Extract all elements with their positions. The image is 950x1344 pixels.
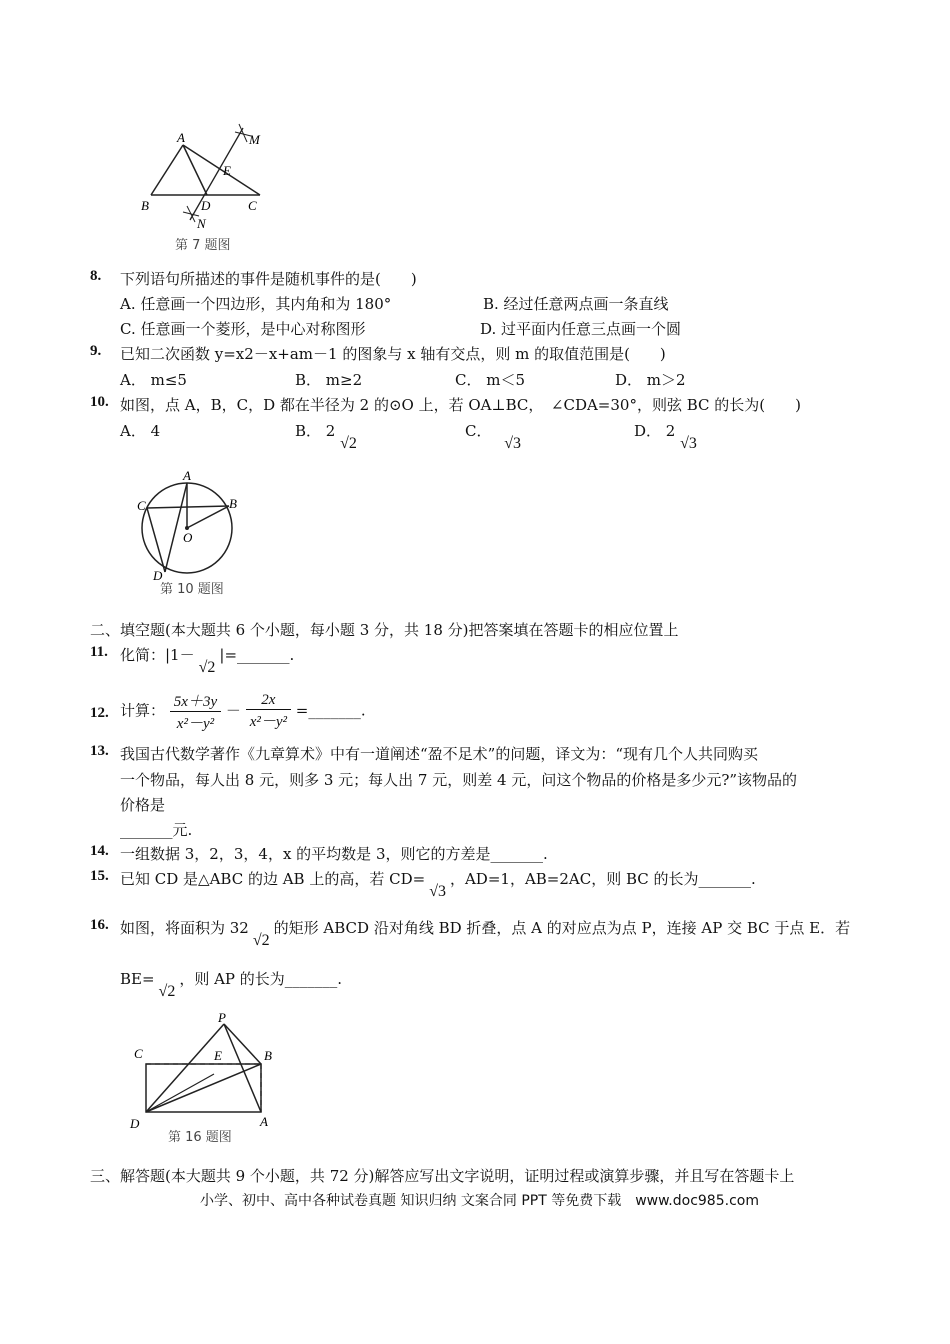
- q10-option-b: [295, 420, 357, 452]
- fig7-label-m: M: [249, 132, 260, 147]
- q12-fraction-1-numerator: 5x＋3y: [170, 690, 221, 712]
- q10-option-d-sqrt: √3: [680, 435, 697, 452]
- q9-stem: 已知二次函数 y=x2－x+am－1 的图象与 x 轴有交点，则 m 的取值范围是( ): [120, 345, 666, 363]
- q15-sqrt: √3: [429, 883, 446, 900]
- q9-number: 9.: [90, 343, 102, 359]
- q11-suffix: |=_______.: [219, 646, 295, 664]
- fig10-label-c: C: [137, 498, 146, 513]
- q13-line-2: 一个物品，每人出 8 元，则多 3 元；每人出 7 元，则差 4 元，问这个物品的价格是多少元?”该物品的: [120, 771, 798, 789]
- figure-10-caption: 第 10 题图: [160, 582, 224, 597]
- q11-sqrt: √2: [198, 659, 216, 676]
- footer-text: 小学、初中、高中各种试卷真题 知识归纳 文案合同 PPT 等免费下载 www.doc985.com: [200, 1193, 759, 1209]
- q16-line-2-sqrt: √2: [158, 983, 176, 1000]
- q10-option-c-sqrt: √3: [504, 435, 522, 452]
- figure-10-diagram: [135, 470, 255, 580]
- q8-option-b: B. 经过任意两点画一条直线: [483, 295, 669, 313]
- q12-prefix: 计算：: [120, 701, 166, 720]
- fig16-label-d: D: [130, 1116, 140, 1130]
- q9-option-d: D． m＞2: [615, 371, 686, 389]
- q8-option-c: C. 任意画一个菱形，是中心对称图形: [120, 320, 366, 338]
- q13-number: 13.: [90, 743, 109, 759]
- q8-option-d: D. 过平面内任意三点画一个圆: [480, 320, 682, 338]
- q9-option-c: C． m＜5: [455, 371, 526, 389]
- q13-line-3: 价格是: [120, 796, 166, 814]
- fig7-label-n: N: [197, 216, 206, 231]
- q12-fraction-2-numerator: 2x: [246, 692, 291, 710]
- fig16-label-a: A: [260, 1114, 268, 1129]
- q16-line-1: [120, 917, 851, 949]
- fig16-label-p: P: [218, 1012, 226, 1025]
- fig10-label-b: B: [229, 496, 237, 511]
- q10-option-c: [465, 420, 522, 452]
- q14-number: 14.: [90, 843, 109, 859]
- q12-stem: [120, 690, 366, 733]
- q10-number: 10.: [90, 394, 109, 410]
- figure-7: [135, 120, 275, 253]
- q10-option-a: A． 4: [120, 422, 161, 440]
- q12-number: 12.: [90, 705, 109, 721]
- fig7-label-d: D: [201, 198, 211, 213]
- figure-10: [135, 470, 255, 600]
- fig10-label-a: A: [183, 470, 191, 483]
- q16-line-2: [120, 968, 343, 1000]
- figure-7-caption: 第 7 题图: [175, 238, 231, 253]
- q10-option-c-prefix: C．: [465, 422, 492, 440]
- q13-line-1: 我国古代数学著作《九章算术》中有一道阐述“盈不足术”的问题，译文为：“现有几个人共同购买: [120, 745, 759, 763]
- fig10-label-d: D: [153, 568, 163, 580]
- figure-16: [128, 1012, 288, 1147]
- q12-minus: －: [225, 701, 241, 720]
- q10-option-b-sqrt: √2: [340, 435, 357, 452]
- q12-suffix: =_______.: [295, 701, 366, 720]
- figure-16-diagram: [128, 1012, 288, 1130]
- q16-prefix: 如图，将面积为 32: [120, 919, 249, 937]
- q8-number: 8.: [90, 268, 102, 284]
- figure-16-caption: 第 16 题图: [168, 1130, 232, 1145]
- q12-fraction-2: [246, 692, 291, 731]
- fig16-label-c: C: [134, 1046, 143, 1061]
- figure-7-diagram: [135, 120, 275, 235]
- q15-prefix: 已知 CD 是△ABC 的边 AB 上的高，若 CD=: [120, 870, 426, 888]
- fig7-label-e: E: [223, 163, 231, 178]
- q11-stem: [120, 644, 295, 676]
- q10-option-d: [634, 420, 697, 452]
- section-3-heading: 三、解答题(本大题共 9 个小题，共 72 分)解答应写出文字说明，证明过程或演算步骤，并且写在答题卡上: [90, 1167, 795, 1185]
- fig7-label-b: B: [141, 198, 149, 213]
- section-2-heading: 二、填空题(本大题共 6 个小题，每小题 3 分，共 18 分)把答案填在答题卡的相应位置上: [90, 621, 679, 639]
- q9-option-b: B． m≥2: [295, 371, 363, 389]
- fig10-label-o: O: [183, 530, 193, 545]
- fig16-label-b: B: [264, 1048, 272, 1063]
- q11-prefix: 化简：|1－: [120, 646, 195, 664]
- q14-stem: 一组数据 3，2，3，4，x 的平均数是 3，则它的方差是_______.: [120, 845, 548, 863]
- q12-fraction-1: [170, 690, 221, 733]
- q16-suffix: 的矩形 ABCD 沿对角线 BD 折叠，点 A 的对应点为点 P，连接 AP 交 BC 于点 E．若: [273, 919, 851, 937]
- q15-suffix: ，AD=1，AB=2AC，则 BC 的长为_______.: [449, 870, 756, 888]
- q12-fraction-2-denominator: x²－y²: [249, 714, 288, 730]
- q16-sqrt: √2: [252, 932, 270, 949]
- q16-number: 16.: [90, 917, 109, 933]
- q8-option-a: A. 任意画一个四边形，其内角和为 180°: [120, 295, 392, 313]
- q11-number: 11.: [90, 644, 108, 660]
- q13-line-4: _______元.: [120, 821, 193, 839]
- q10-option-d-prefix: D． 2: [634, 422, 676, 440]
- q15-number: 15.: [90, 868, 109, 884]
- q12-fraction-1-denominator: x²－y²: [176, 716, 215, 732]
- fig7-label-c: C: [248, 198, 257, 213]
- q16-line-2-prefix: BE=: [120, 970, 155, 988]
- q15-stem: [120, 868, 756, 900]
- q10-option-b-prefix: B． 2: [295, 422, 336, 440]
- q16-line-2-suffix: ，则 AP 的长为_______.: [179, 970, 343, 988]
- q8-stem: 下列语句所描述的事件是随机事件的是( ): [120, 270, 417, 288]
- fig16-label-e: E: [214, 1048, 222, 1063]
- q9-option-a: A． m≤5: [120, 371, 187, 389]
- fig7-label-a: A: [177, 130, 185, 145]
- q10-stem: 如图，点 A，B，C，D 都在半径为 2 的⊙O 上，若 OA⊥BC， ∠CDA=30°，则弦 BC 的长为( ): [120, 396, 801, 414]
